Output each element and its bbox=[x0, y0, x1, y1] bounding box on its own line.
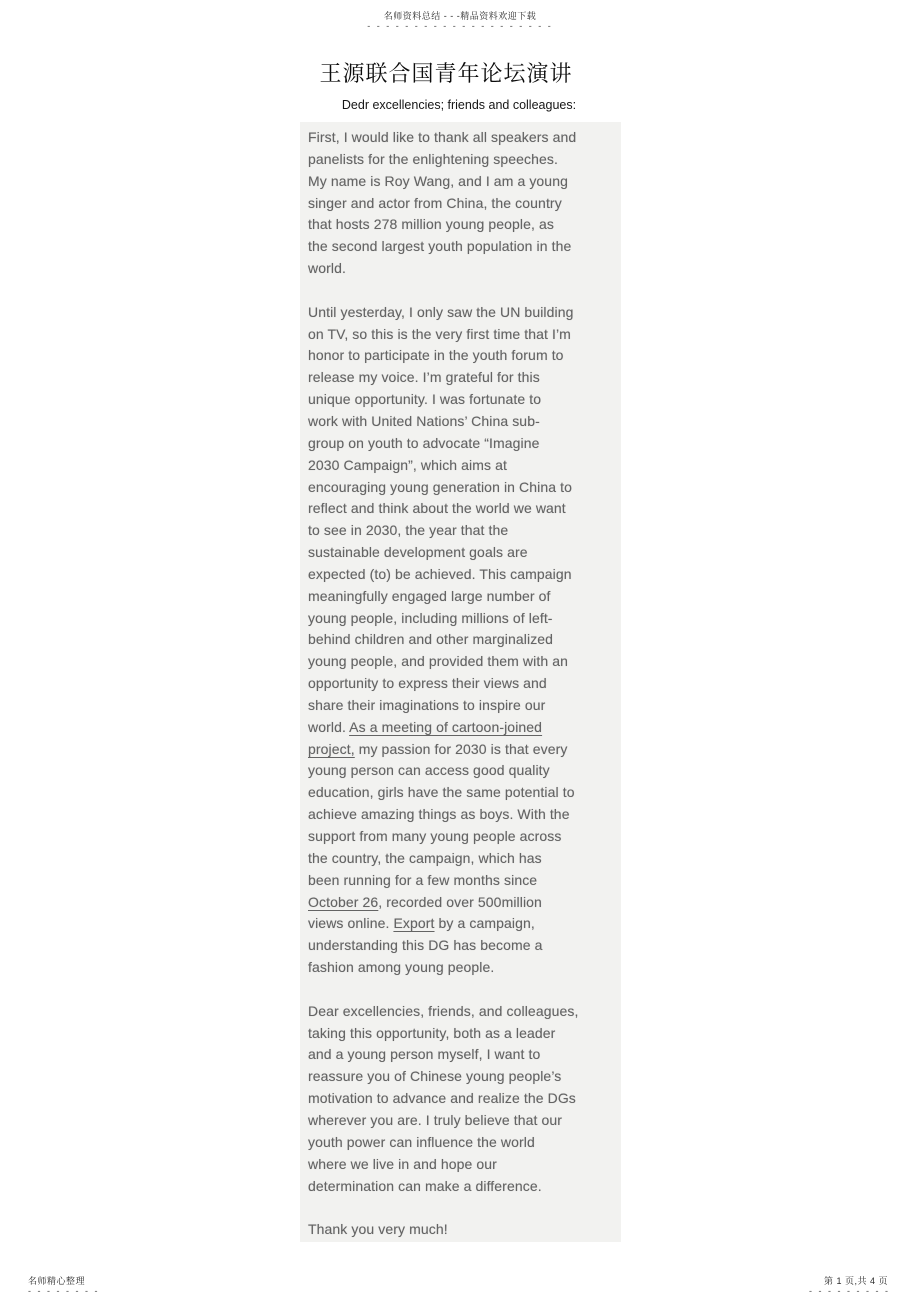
speech-line: group on youth to advocate “Imagine bbox=[308, 434, 540, 451]
speech-line: young people, including millions of left- bbox=[308, 609, 553, 626]
speech-line: My name is Roy Wang, and I am a young bbox=[308, 172, 568, 189]
speech-line: Until yesterday, I only saw the UN building bbox=[308, 303, 574, 320]
speech-line: fashion among young people. bbox=[308, 959, 495, 976]
speech-line: on TV, so this is the very first time that I’m bbox=[308, 325, 571, 342]
speech-line: young people, and provided them with an bbox=[308, 653, 568, 670]
speech-line: panelists for the enlightening speeches. bbox=[308, 150, 558, 167]
speech-line: encouraging young generation in China to bbox=[308, 478, 572, 495]
speech-line: reassure you of Chinese young people’s bbox=[308, 1068, 562, 1085]
speech-line: been running for a few months since bbox=[308, 871, 538, 888]
speech-line: world. As a meeting of cartoon-joined bbox=[308, 718, 543, 735]
speech-line: wherever you are. I truly believe that our bbox=[308, 1111, 562, 1128]
speech-line: Dear excellencies, friends, and colleagues, bbox=[308, 1002, 579, 1019]
speech-line: 2030 Campaign”, which aims at bbox=[308, 456, 507, 473]
speech-line: the second largest youth population in the bbox=[308, 238, 572, 255]
footer-right-dotted-line: - - - - - - - - - bbox=[809, 1286, 890, 1296]
speech-paragraph bbox=[308, 302, 619, 979]
speech-line: achieve amazing things as boys. With the bbox=[308, 806, 570, 823]
speech-line: project, my passion for 2030 is that every bbox=[308, 740, 568, 757]
speech-line: October 26, recorded over 500million bbox=[308, 893, 542, 910]
speech-line: young person can access good quality bbox=[308, 762, 550, 779]
speech-line: First, I would like to thank all speakers and bbox=[308, 129, 577, 145]
speech-line: meaningfully engaged large number of bbox=[308, 587, 551, 604]
speech-paragraph bbox=[308, 1219, 619, 1241]
speech-line: determination can make a difference. bbox=[308, 1177, 542, 1194]
speech-line: behind children and other marginalized bbox=[308, 631, 554, 648]
speech-line: reflect and think about the world we want bbox=[308, 500, 566, 517]
footer-left-text: 名师精心整理 bbox=[28, 1276, 86, 1286]
speech-line: education, girls have the same potential to bbox=[308, 784, 575, 801]
speech-line: the country, the campaign, which has bbox=[308, 849, 542, 866]
speech-line: singer and actor from China, the country bbox=[308, 194, 562, 211]
document-title: 王源联合国青年论坛演讲 bbox=[319, 61, 573, 86]
speech-line: work with United Nations’ China sub- bbox=[308, 412, 540, 429]
speech-line: understanding this DG has become a bbox=[308, 937, 543, 954]
speech-line: opportunity to express their views and bbox=[308, 675, 547, 692]
speech-line: views online. Export by a campaign, bbox=[308, 915, 535, 932]
speech-line: honor to participate in the youth forum to bbox=[308, 347, 564, 364]
footer-left-dotted-line: - - - - - - - - bbox=[28, 1286, 100, 1296]
page-number: 第 1 页,共 4 页 bbox=[823, 1276, 888, 1286]
speech-line: taking this opportunity, both as a leader bbox=[308, 1024, 556, 1041]
speech-salutation: Dedr excellencies; friends and colleagues: bbox=[341, 98, 577, 112]
speech-line: youth power can influence the world bbox=[308, 1133, 535, 1150]
speech-line: expected (to) be achieved. This campaign bbox=[308, 565, 572, 582]
speech-line: sustainable development goals are bbox=[308, 544, 528, 561]
speech-paragraph bbox=[308, 127, 619, 280]
header-dotted-line: - - - - - - - - - - - - - - - - - - - - bbox=[367, 21, 553, 31]
speech-line: release my voice. I’m grateful for this bbox=[308, 369, 540, 386]
speech-line: share their imaginations to inspire our bbox=[308, 696, 546, 713]
speech-text-image bbox=[300, 122, 621, 1242]
speech-line: Thank you very much! bbox=[308, 1221, 448, 1238]
speech-line: unique opportunity. I was fortunate to bbox=[308, 391, 542, 408]
speech-line: to see in 2030, the year that the bbox=[308, 522, 509, 539]
speech-line: motivation to advance and realize the DGs bbox=[308, 1090, 576, 1107]
speech-line: and a young person myself, I want to bbox=[308, 1046, 541, 1063]
page-header-text: 名师资料总结 - - -精品资料欢迎下载 bbox=[383, 11, 537, 21]
speech-paragraph bbox=[308, 1001, 619, 1198]
speech-line: where we live in and hope our bbox=[308, 1155, 497, 1172]
speech-line: support from many young people across bbox=[308, 828, 562, 844]
speech-line: world. bbox=[308, 260, 346, 277]
note-body bbox=[308, 127, 619, 1241]
speech-line: that hosts 278 million young people, as bbox=[308, 216, 554, 233]
